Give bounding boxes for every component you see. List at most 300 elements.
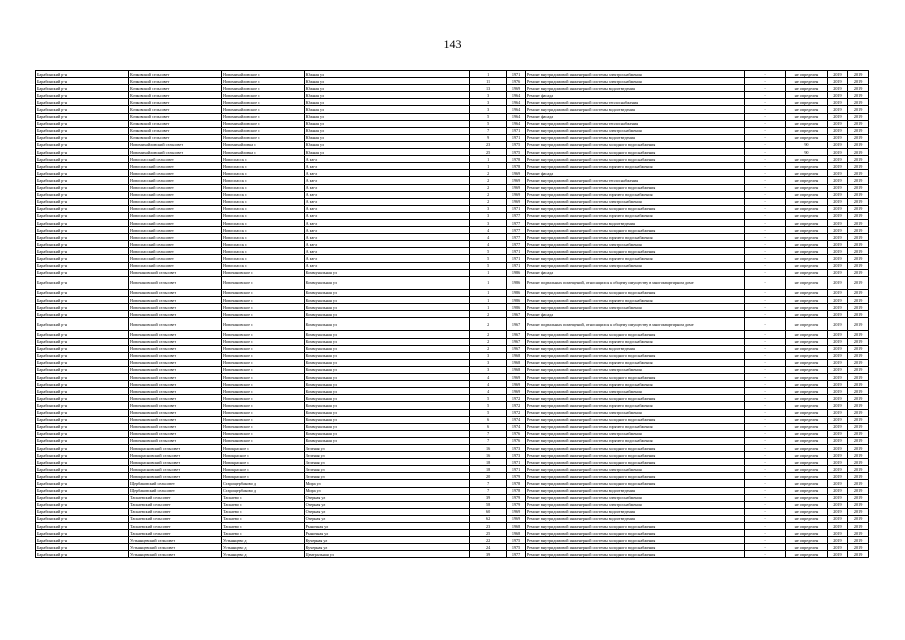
end-year-cell: 2019 (848, 177, 869, 184)
locality-cell: Новочановское с (222, 276, 305, 289)
locality-cell: Новомихайловское с (222, 120, 305, 127)
house-number-cell: 1 (470, 156, 507, 163)
cost-cell: не определен (786, 515, 827, 522)
cost-cell: не определен (786, 444, 827, 451)
settlement-cell: Новочановский сельсовет (129, 276, 222, 289)
year-built-cell: 1969 (507, 177, 526, 184)
end-year-cell: 2019 (848, 149, 869, 156)
end-year-cell: 2019 (848, 494, 869, 501)
house-number-cell: 2 (470, 177, 507, 184)
end-year-cell: 2019 (848, 515, 869, 522)
start-year-cell: 2019 (827, 352, 848, 359)
area-cell: - (744, 241, 785, 248)
district-cell: Барабинский р-н (36, 106, 129, 113)
work-type-cell: Ремонт внутридомовой инженерной системы водоотведения (525, 134, 744, 141)
year-built-cell: 1971 (507, 71, 526, 78)
work-type-cell: Ремонт внутридомовой инженерной системы холодного водоснабжения (525, 331, 744, 338)
end-year-cell: 2019 (848, 113, 869, 120)
district-cell: Барабинский р-н (36, 241, 129, 248)
street-cell: Южная ул (304, 71, 469, 78)
work-type-cell: Ремонт внутридомовой инженерной системы холодного водоснабжения (525, 352, 744, 359)
street-cell: Озерная ул (304, 515, 469, 522)
cost-cell: не определен (786, 381, 827, 388)
district-cell: Барабинский р-н (36, 459, 129, 466)
area-cell: - (744, 297, 785, 304)
table-row (36, 480, 869, 487)
end-year-cell: 2019 (848, 338, 869, 345)
district-cell: Барабинский р-н (36, 219, 129, 226)
settlement-cell: Кочковский сельсовет (129, 99, 222, 106)
year-built-cell: 1975 (507, 141, 526, 148)
locality-cell: Таскаево с (222, 515, 305, 522)
settlement-cell: Новоспасский сельсовет (129, 248, 222, 255)
cost-cell: не определен (786, 374, 827, 381)
street-cell: Коммунальная ул (304, 345, 469, 352)
street-cell: Зеленая ул (304, 444, 469, 451)
year-built-cell: 1978 (507, 487, 526, 494)
locality-cell: Новоспасск с (222, 177, 305, 184)
area-cell: - (744, 184, 785, 191)
table-row (36, 352, 869, 359)
start-year-cell: 2019 (827, 416, 848, 423)
locality-cell: Новоспасск с (222, 163, 305, 170)
house-number-cell: 3 (470, 366, 507, 373)
area-cell: - (744, 163, 785, 170)
house-number-cell: 3 (470, 352, 507, 359)
table-row (36, 381, 869, 388)
cost-cell: не определен (786, 345, 827, 352)
end-year-cell: 2019 (848, 198, 869, 205)
house-number-cell: 13 (470, 85, 507, 92)
district-cell: Барабинский р-н (36, 255, 129, 262)
house-number-cell: 4 (470, 227, 507, 234)
area-cell: - (744, 156, 785, 163)
area-cell: - (744, 276, 785, 289)
street-cell: Южная ул (304, 120, 469, 127)
area-cell: - (744, 381, 785, 388)
area-cell: - (744, 234, 785, 241)
end-year-cell: 2019 (848, 141, 869, 148)
work-type-cell: Ремонт внутридомовой инженерной системы электроснабжения (525, 304, 744, 311)
area-cell: - (744, 78, 785, 85)
year-built-cell: 1969 (507, 515, 526, 522)
house-number-cell: 3 (470, 212, 507, 219)
start-year-cell: 2019 (827, 423, 848, 430)
year-built-cell: 1964 (507, 120, 526, 127)
district-cell: Барабинский р-н (36, 523, 129, 530)
year-built-cell: 1967 (507, 338, 526, 345)
house-number-cell: 5 (470, 402, 507, 409)
start-year-cell: 2019 (827, 106, 848, 113)
year-built-cell: 1968 (507, 352, 526, 359)
work-type-cell: Ремонт внутридомовой инженерной системы холодного водоснабжения (525, 452, 744, 459)
table-row (36, 395, 869, 402)
year-built-cell: 1964 (507, 113, 526, 120)
street-cell: Озерная ул (304, 501, 469, 508)
street-cell: А кв-л (304, 241, 469, 248)
year-built-cell: 1979 (507, 494, 526, 501)
start-year-cell: 2019 (827, 530, 848, 537)
house-number-cell: 6 (470, 423, 507, 430)
end-year-cell: 2019 (848, 92, 869, 99)
end-year-cell: 2019 (848, 85, 869, 92)
area-cell: - (744, 430, 785, 437)
street-cell: Коммунальная ул (304, 311, 469, 318)
street-cell: А кв-л (304, 255, 469, 262)
house-number-cell: 1 (470, 276, 507, 289)
end-year-cell: 2019 (848, 127, 869, 134)
year-built-cell: 1968 (507, 359, 526, 366)
cost-cell: не определен (786, 134, 827, 141)
year-built-cell: 1971 (507, 127, 526, 134)
start-year-cell: 2019 (827, 163, 848, 170)
area-cell: - (744, 127, 785, 134)
work-type-cell: Ремонт внутридомовой инженерной системы холодного водоснабжения (525, 416, 744, 423)
end-year-cell: 2019 (848, 423, 869, 430)
settlement-cell: Новоспасский сельсовет (129, 184, 222, 191)
end-year-cell: 2019 (848, 255, 869, 262)
district-cell: Барабинский р-н (36, 92, 129, 99)
start-year-cell: 2019 (827, 409, 848, 416)
settlement-cell: Новоспасский сельсовет (129, 212, 222, 219)
cost-cell: не определен (786, 466, 827, 473)
table-row (36, 149, 869, 156)
house-number-cell: 5 (470, 262, 507, 269)
year-built-cell: 1977 (507, 227, 526, 234)
end-year-cell: 2019 (848, 437, 869, 444)
district-cell: Барабинский р-н (36, 177, 129, 184)
area-cell: - (744, 141, 785, 148)
start-year-cell: 2019 (827, 501, 848, 508)
district-cell: Барабинский р-н (36, 71, 129, 78)
street-cell: Южная ул (304, 113, 469, 120)
work-type-cell: Ремонт внутридомовой инженерной системы горячего водоснабжения (525, 423, 744, 430)
cost-cell: не определен (786, 473, 827, 480)
work-type-cell: Ремонт внутридомовой инженерной системы холодного водоснабжения (525, 248, 744, 255)
settlement-cell: Новоспасский сельсовет (129, 198, 222, 205)
cost-cell: не определен (786, 551, 827, 558)
cost-cell: не определен (786, 437, 827, 444)
house-number-cell: 5 (470, 113, 507, 120)
end-year-cell: 2019 (848, 395, 869, 402)
cost-cell: не определен (786, 388, 827, 395)
locality-cell: Новочановское с (222, 388, 305, 395)
table-row (36, 289, 869, 296)
start-year-cell: 2019 (827, 241, 848, 248)
area-cell: - (744, 487, 785, 494)
table-row (36, 359, 869, 366)
table-row (36, 227, 869, 234)
area-cell: - (744, 423, 785, 430)
year-built-cell: 1971 (507, 255, 526, 262)
street-cell: Южная ул (304, 99, 469, 106)
work-type-cell: Ремонт внутридомовой инженерной системы теплоснабжения (525, 177, 744, 184)
locality-cell: Новоспасск с (222, 198, 305, 205)
start-year-cell: 2019 (827, 191, 848, 198)
street-cell: А кв-л (304, 219, 469, 226)
table-body (36, 71, 869, 558)
start-year-cell: 2019 (827, 85, 848, 92)
cost-cell: не определен (786, 359, 827, 366)
settlement-cell: Новоспасский сельсовет (129, 205, 222, 212)
end-year-cell: 2019 (848, 184, 869, 191)
table-row (36, 416, 869, 423)
locality-cell: Новомихайловское с (222, 85, 305, 92)
end-year-cell: 2019 (848, 551, 869, 558)
table-row (36, 338, 869, 345)
locality-cell: Новочановское с (222, 311, 305, 318)
cost-cell: не определен (786, 409, 827, 416)
district-cell: Барабинский р-н (36, 311, 129, 318)
area-cell: - (744, 304, 785, 311)
work-type-cell: Ремонт внутридомовой инженерной системы горячего водоснабжения (525, 338, 744, 345)
cost-cell: 90 (786, 141, 827, 148)
year-built-cell: 1986 (507, 269, 526, 276)
end-year-cell: 2019 (848, 444, 869, 451)
area-cell: - (744, 219, 785, 226)
street-cell: Коммунальная ул (304, 331, 469, 338)
street-cell: Озерная ул (304, 494, 469, 501)
street-cell: Коммунальная ул (304, 318, 469, 331)
area-cell: - (744, 212, 785, 219)
start-year-cell: 2019 (827, 269, 848, 276)
end-year-cell: 2019 (848, 205, 869, 212)
locality-cell: Новоспасск с (222, 227, 305, 234)
start-year-cell: 2019 (827, 205, 848, 212)
district-cell: Барабинский р-н (36, 530, 129, 537)
settlement-cell: Кочковский сельсовет (129, 106, 222, 113)
end-year-cell: 2019 (848, 459, 869, 466)
cost-cell: не определен (786, 416, 827, 423)
work-type-cell: Ремонт внутридомовой инженерной системы электроснабжения (525, 409, 744, 416)
house-number-cell: 2 (470, 198, 507, 205)
house-number-cell: 3 (470, 219, 507, 226)
house-number-cell: 62 (470, 515, 507, 522)
house-number-cell: 25 (470, 530, 507, 537)
cost-cell: не определен (786, 92, 827, 99)
area-cell: - (744, 331, 785, 338)
cost-cell: не определен (786, 530, 827, 537)
table-row (36, 544, 869, 551)
street-cell: Озерная ул (304, 508, 469, 515)
house-number-cell: 5 (470, 395, 507, 402)
table-row (36, 409, 869, 416)
area-cell: - (744, 359, 785, 366)
settlement-cell: Новоспасский сельсовет (129, 262, 222, 269)
start-year-cell: 2019 (827, 262, 848, 269)
work-type-cell: Ремонт внутридомовой инженерной системы электроснабжения (525, 430, 744, 437)
street-cell: Южная ул (304, 92, 469, 99)
work-type-cell: Ремонт внутридомовой инженерной системы горячего водоснабжения (525, 163, 744, 170)
end-year-cell: 2019 (848, 416, 869, 423)
area-cell: - (744, 444, 785, 451)
start-year-cell: 2019 (827, 331, 848, 338)
table-row (36, 366, 869, 373)
work-type-cell: Ремонт внутридомовой инженерной системы электроснабжения (525, 388, 744, 395)
settlement-cell: Новоспасский сельсовет (129, 156, 222, 163)
street-cell: Рыночная ул (304, 523, 469, 530)
settlement-cell: Новочановский сельсовет (129, 437, 222, 444)
work-type-cell: Ремонт внутридомовой инженерной системы горячего водоснабжения (525, 212, 744, 219)
cost-cell: не определен (786, 71, 827, 78)
start-year-cell: 2019 (827, 544, 848, 551)
house-number-cell: 3 (470, 106, 507, 113)
district-cell: Барабинский р-н (36, 163, 129, 170)
house-number-cell: 7 (470, 430, 507, 437)
house-number-cell: 3 (470, 92, 507, 99)
work-type-cell: Ремонт внутридомовой инженерной системы электроснабжения (525, 262, 744, 269)
locality-cell: Новоспасск с (222, 219, 305, 226)
work-type-cell: Ремонт внутридомовой инженерной системы электроснабжения (525, 466, 744, 473)
locality-cell: Устьянцево д (222, 544, 305, 551)
table-row (36, 388, 869, 395)
year-built-cell: 1978 (507, 156, 526, 163)
year-built-cell: 1979 (507, 473, 526, 480)
end-year-cell: 2019 (848, 366, 869, 373)
start-year-cell: 2019 (827, 430, 848, 437)
house-number-cell: 5 (470, 248, 507, 255)
settlement-cell: Новокрасновский сельсовет (129, 473, 222, 480)
table-row (36, 276, 869, 289)
end-year-cell: 2019 (848, 409, 869, 416)
street-cell: Южная ул (304, 134, 469, 141)
street-cell: А кв-л (304, 163, 469, 170)
area-cell: - (744, 120, 785, 127)
area-cell: - (744, 248, 785, 255)
table-row (36, 494, 869, 501)
settlement-cell: Кочковский сельсовет (129, 71, 222, 78)
cost-cell: не определен (786, 234, 827, 241)
locality-cell: Новомихайловка с (222, 149, 305, 156)
locality-cell: Новокрасное с (222, 452, 305, 459)
locality-cell: Новочановское с (222, 269, 305, 276)
settlement-cell: Новоспасский сельсовет (129, 219, 222, 226)
area-cell: - (744, 106, 785, 113)
locality-cell: Новомихайловское с (222, 113, 305, 120)
district-cell: Барабинский р-н (36, 212, 129, 219)
settlement-cell: Новочановский сельсовет (129, 381, 222, 388)
street-cell: Коммунальная ул (304, 366, 469, 373)
district-cell: Барабинский р-н (36, 184, 129, 191)
district-cell: Барабинский р-н (36, 359, 129, 366)
cost-cell: не определен (786, 366, 827, 373)
house-number-cell: 6 (470, 416, 507, 423)
locality-cell: Новоспасск с (222, 205, 305, 212)
cost-cell: не определен (786, 191, 827, 198)
start-year-cell: 2019 (827, 184, 848, 191)
locality-cell: Новоспасск с (222, 212, 305, 219)
house-number-cell: 4 (470, 374, 507, 381)
end-year-cell: 2019 (848, 297, 869, 304)
house-number-cell: 24 (470, 544, 507, 551)
end-year-cell: 2019 (848, 106, 869, 113)
area-cell: - (744, 92, 785, 99)
settlement-cell: Новокрасновский сельсовет (129, 452, 222, 459)
cost-cell: не определен (786, 106, 827, 113)
table-row (36, 113, 869, 120)
settlement-cell: Таскаевский сельсовет (129, 530, 222, 537)
work-type-cell: Ремонт внутридомовой инженерной системы электроснабжения (525, 494, 744, 501)
table-row (36, 515, 869, 522)
district-cell: Барабинский р-н (36, 544, 129, 551)
district-cell: Барабинский р-н (36, 149, 129, 156)
area-cell: - (744, 191, 785, 198)
start-year-cell: 2019 (827, 466, 848, 473)
work-type-cell: Ремонт внутридомовой инженерной системы водоотведения (525, 219, 744, 226)
start-year-cell: 2019 (827, 177, 848, 184)
table-row (36, 459, 869, 466)
year-built-cell: 1974 (507, 423, 526, 430)
year-built-cell: 1968 (507, 523, 526, 530)
locality-cell: Новочановское с (222, 289, 305, 296)
start-year-cell: 2019 (827, 345, 848, 352)
house-number-cell: 4 (470, 381, 507, 388)
district-cell: Барабинский р-н (36, 304, 129, 311)
settlement-cell: Устьянцевский сельсовет (129, 551, 222, 558)
work-type-cell: Ремонт внутридомовой инженерной системы горячего водоснабжения (525, 402, 744, 409)
cost-cell: не определен (786, 99, 827, 106)
work-type-cell: Ремонт внутридомовой инженерной системы электроснабжения (525, 78, 744, 85)
street-cell: Коммунальная ул (304, 359, 469, 366)
locality-cell: Новомихайловское с (222, 134, 305, 141)
table-row (36, 106, 869, 113)
street-cell: Коммунальная ул (304, 289, 469, 296)
house-number-cell: 58 (470, 501, 507, 508)
year-built-cell: 1977 (507, 551, 526, 558)
end-year-cell: 2019 (848, 466, 869, 473)
cost-cell: не определен (786, 537, 827, 544)
year-built-cell: 1976 (507, 437, 526, 444)
district-cell: Барабинский р-н (36, 487, 129, 494)
locality-cell: Новочановское с (222, 352, 305, 359)
house-number-cell: 4 (470, 234, 507, 241)
end-year-cell: 2019 (848, 537, 869, 544)
year-built-cell: 1977 (507, 234, 526, 241)
house-number-cell: 2 (470, 345, 507, 352)
start-year-cell: 2019 (827, 255, 848, 262)
table-row (36, 473, 869, 480)
year-built-cell: 1969 (507, 508, 526, 515)
locality-cell: Новочановское с (222, 416, 305, 423)
cost-cell: не определен (786, 459, 827, 466)
work-type-cell: Ремонт внутридомовой инженерной системы теплоснабжения (525, 99, 744, 106)
year-built-cell: 1967 (507, 331, 526, 338)
table-row (36, 99, 869, 106)
start-year-cell: 2019 (827, 508, 848, 515)
end-year-cell: 2019 (848, 402, 869, 409)
year-built-cell: 1964 (507, 106, 526, 113)
year-built-cell: 1986 (507, 276, 526, 289)
locality-cell: Новочановское с (222, 423, 305, 430)
work-type-cell: Ремонт внутридомовой инженерной системы холодного водоснабжения (525, 473, 744, 480)
cost-cell: не определен (786, 85, 827, 92)
locality-cell: Новочановское с (222, 409, 305, 416)
year-built-cell: 1967 (507, 345, 526, 352)
locality-cell: Новоспасск с (222, 156, 305, 163)
settlement-cell: Новоспасский сельсовет (129, 191, 222, 198)
work-type-cell: Ремонт внутридомовой инженерной системы электроснабжения (525, 198, 744, 205)
end-year-cell: 2019 (848, 262, 869, 269)
table-row (36, 127, 869, 134)
table-row (36, 177, 869, 184)
locality-cell: Новоспасск с (222, 234, 305, 241)
house-number-cell: 2 (470, 311, 507, 318)
street-cell: Центральная ул (304, 551, 469, 558)
settlement-cell: Кочковский сельсовет (129, 78, 222, 85)
district-cell: Барабинский р-н (36, 508, 129, 515)
settlement-cell: Новоспасский сельсовет (129, 170, 222, 177)
work-type-cell: Ремонт внутридомовой инженерной системы электроснабжения (525, 366, 744, 373)
